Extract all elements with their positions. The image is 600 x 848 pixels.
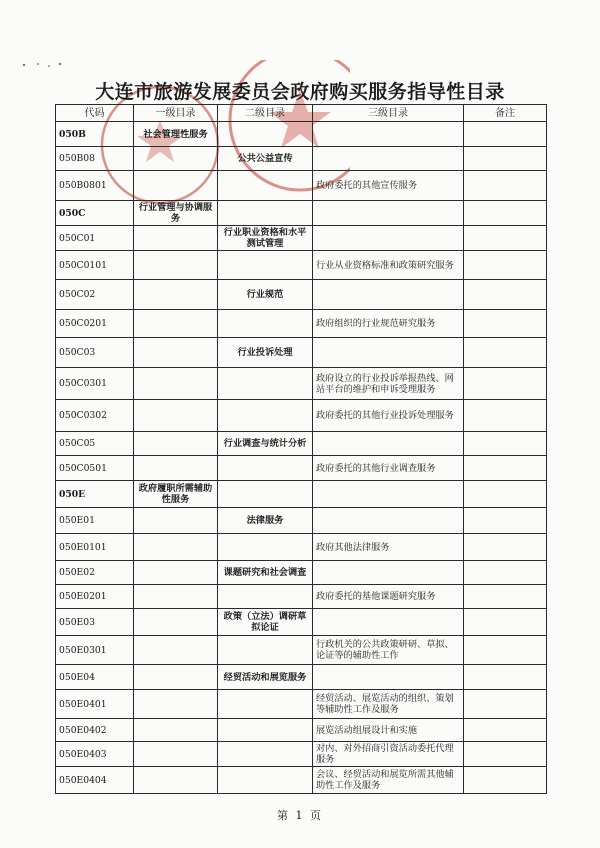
level2-cell: 法律服务: [218, 508, 313, 534]
code-cell: 050E02: [56, 561, 134, 585]
level3-cell: 政府委托的其他宣传服务: [313, 171, 464, 201]
level3-cell: [313, 226, 464, 251]
table-row: [56, 122, 547, 147]
level1-cell: [134, 585, 218, 609]
level2-cell: [218, 400, 313, 432]
note-cell: [464, 400, 547, 432]
note-cell: [464, 122, 547, 147]
table-row: [56, 400, 547, 432]
table-row: [56, 719, 547, 742]
level3-cell: [313, 201, 464, 226]
table-row: [56, 534, 547, 561]
level2-cell: 行业调查与统计分析: [218, 432, 313, 456]
level1-cell: [134, 280, 218, 310]
table-row: [56, 665, 547, 690]
level1-cell: [134, 400, 218, 432]
level1-cell: [134, 310, 218, 338]
level1-cell: [134, 665, 218, 690]
code-cell: 050C02: [56, 280, 134, 310]
code-cell: 050B0801: [56, 171, 134, 201]
level2-cell: 行业规范: [218, 280, 313, 310]
level2-cell: [218, 251, 313, 280]
level3-cell: [313, 665, 464, 690]
code-cell: 050E0404: [56, 767, 134, 794]
note-cell: [464, 481, 547, 508]
level3-cell: [313, 561, 464, 585]
code-cell: 050C0201: [56, 310, 134, 338]
note-cell: [464, 561, 547, 585]
level3-cell: [313, 481, 464, 508]
level1-cell: [134, 147, 218, 171]
note-cell: [464, 636, 547, 665]
level2-cell: [218, 122, 313, 147]
level3-cell: 行业从业资格标准和政策研究服务: [313, 251, 464, 280]
code-cell: 050C0301: [56, 368, 134, 400]
service-catalog-table: [55, 104, 547, 794]
table-row: [56, 767, 547, 794]
level3-cell: [313, 432, 464, 456]
level3-cell: [313, 280, 464, 310]
note-cell: [464, 609, 547, 636]
level3-cell: 政府组织的行业规范研究服务: [313, 310, 464, 338]
level3-cell: 政府设立的行业投诉举报热线、网站平台的维护和申诉受理服务: [313, 368, 464, 400]
note-cell: [464, 226, 547, 251]
note-cell: [464, 690, 547, 719]
level3-cell: 对内、对外招商引资活动委托代理服务: [313, 742, 464, 767]
level1-cell: [134, 226, 218, 251]
note-cell: [464, 201, 547, 226]
table-row: [56, 368, 547, 400]
level3-cell: [313, 609, 464, 636]
table-row: [56, 742, 547, 767]
header-level3: 三级目录: [313, 105, 464, 122]
note-cell: [464, 665, 547, 690]
level1-cell: [134, 719, 218, 742]
note-cell: [464, 456, 547, 481]
table-row: [56, 251, 547, 280]
document-title: 大连市旅游发展委员会政府购买服务指导性目录: [95, 81, 505, 103]
level2-cell: [218, 636, 313, 665]
level1-cell: [134, 368, 218, 400]
table-row: [56, 636, 547, 665]
header-level2: 二级目录: [218, 105, 313, 122]
code-cell: 050C05: [56, 432, 134, 456]
level2-cell: 政策（立法）调研草拟论证: [218, 609, 313, 636]
note-cell: [464, 251, 547, 280]
code-cell: 050C: [56, 201, 134, 226]
level2-cell: [218, 368, 313, 400]
code-cell: 050E0201: [56, 585, 134, 609]
level1-cell: [134, 508, 218, 534]
level1-cell: [134, 609, 218, 636]
table-row: [56, 280, 547, 310]
code-cell: 050B08: [56, 147, 134, 171]
table-row: [56, 585, 547, 609]
level3-cell: 政府委托的其他行业调查服务: [313, 456, 464, 481]
level3-cell: [313, 122, 464, 147]
header-note: 备注: [464, 105, 547, 122]
level2-cell: 行业职业资格和水平测试管理: [218, 226, 313, 251]
level2-cell: 经贸活动和展览服务: [218, 665, 313, 690]
level1-cell: [134, 338, 218, 368]
code-cell: 050E0301: [56, 636, 134, 665]
level3-cell: 经贸活动、展览活动的组织、策划等辅助性工作及服务: [313, 690, 464, 719]
level2-cell: [218, 456, 313, 481]
page-number: 第 1 页: [277, 809, 323, 822]
table-row: [56, 338, 547, 368]
note-cell: [464, 432, 547, 456]
code-cell: 050E03: [56, 609, 134, 636]
note-cell: [464, 585, 547, 609]
table-row: [56, 226, 547, 251]
level3-cell: [313, 147, 464, 171]
table-row: [56, 481, 547, 508]
level3-cell: 政府委托的基他课题研究服务: [313, 585, 464, 609]
header-code: 代码: [56, 105, 134, 122]
table-header-row: [56, 105, 547, 122]
level1-cell: 行业管理与协调服务: [134, 201, 218, 226]
table-row: [56, 561, 547, 585]
level3-cell: [313, 508, 464, 534]
level1-cell: [134, 561, 218, 585]
level1-cell: [134, 534, 218, 561]
level1-cell: 政府履职所需辅助性服务: [134, 481, 218, 508]
note-cell: [464, 508, 547, 534]
note-cell: [464, 310, 547, 338]
table-row: [56, 432, 547, 456]
level1-cell: [134, 636, 218, 665]
level2-cell: [218, 690, 313, 719]
code-cell: 050C03: [56, 338, 134, 368]
level1-cell: [134, 171, 218, 201]
code-cell: 050C01: [56, 226, 134, 251]
level1-cell: [134, 251, 218, 280]
table-row: [56, 508, 547, 534]
level2-cell: [218, 310, 313, 338]
code-cell: 050E0101: [56, 534, 134, 561]
note-cell: [464, 742, 547, 767]
table-row: [56, 201, 547, 226]
code-cell: 050C0101: [56, 251, 134, 280]
level3-cell: 会议、经贸活动和展览所需其他辅助性工作及服务: [313, 767, 464, 794]
level2-cell: 行业投诉处理: [218, 338, 313, 368]
level2-cell: [218, 171, 313, 201]
note-cell: [464, 534, 547, 561]
level1-cell: [134, 767, 218, 794]
table-row: [56, 690, 547, 719]
level3-cell: [313, 338, 464, 368]
note-cell: [464, 147, 547, 171]
table-row: [56, 456, 547, 481]
note-cell: [464, 719, 547, 742]
level2-cell: [218, 767, 313, 794]
note-cell: [464, 338, 547, 368]
level1-cell: [134, 690, 218, 719]
note-cell: [464, 368, 547, 400]
level3-cell: 政府其他法律服务: [313, 534, 464, 561]
code-cell: 050C0302: [56, 400, 134, 432]
level2-cell: 课题研究和社会调查: [218, 561, 313, 585]
code-cell: 050E0402: [56, 719, 134, 742]
table-row: [56, 609, 547, 636]
note-cell: [464, 280, 547, 310]
table-row: [56, 147, 547, 171]
level1-cell: [134, 432, 218, 456]
header-level1: 一级目录: [134, 105, 218, 122]
level2-cell: [218, 534, 313, 561]
code-cell: 050C0501: [56, 456, 134, 481]
level2-cell: [218, 719, 313, 742]
code-cell: 050E0401: [56, 690, 134, 719]
level1-cell: 社会管理性服务: [134, 122, 218, 147]
level2-cell: [218, 585, 313, 609]
level1-cell: [134, 742, 218, 767]
note-cell: [464, 171, 547, 201]
code-cell: 050E: [56, 481, 134, 508]
level3-cell: 政府委托的其他行业投诉处理服务: [313, 400, 464, 432]
level2-cell: [218, 481, 313, 508]
code-cell: 050E01: [56, 508, 134, 534]
level2-cell: [218, 201, 313, 226]
code-cell: 050E04: [56, 665, 134, 690]
code-cell: 050E0403: [56, 742, 134, 767]
note-cell: [464, 767, 547, 794]
level2-cell: 公共公益宣传: [218, 147, 313, 171]
table-row: [56, 171, 547, 201]
level3-cell: 行政机关的公共政策研研、草拟、论证等的辅助性工作: [313, 636, 464, 665]
level1-cell: [134, 456, 218, 481]
level2-cell: [218, 742, 313, 767]
level3-cell: 展览活动组展设计和实施: [313, 719, 464, 742]
code-cell: 050B: [56, 122, 134, 147]
table-row: [56, 310, 547, 338]
punch-marks-decoration: [16, 58, 76, 72]
